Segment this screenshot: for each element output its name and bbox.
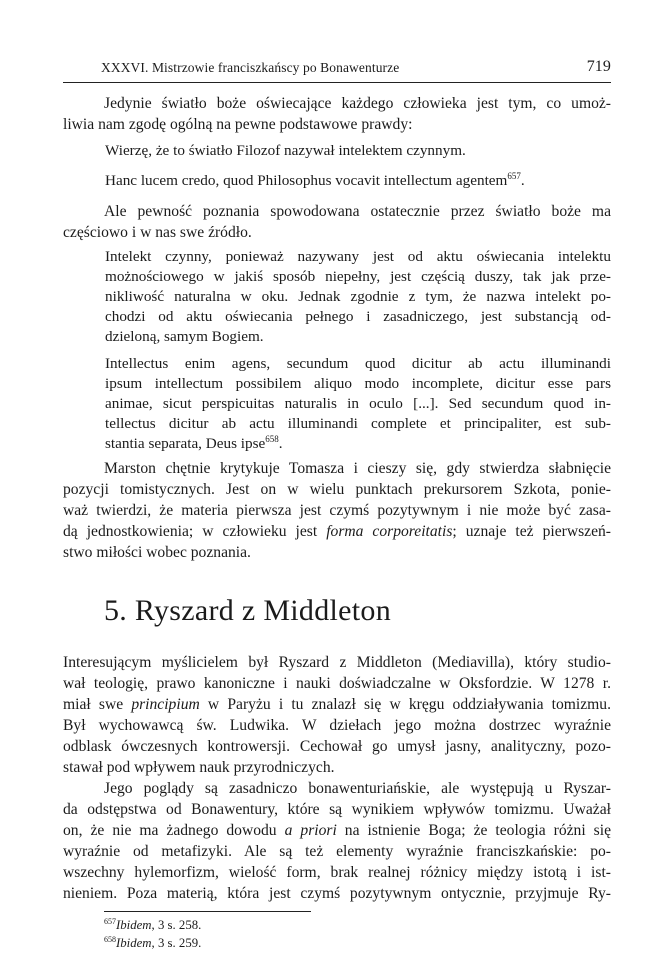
text-line: tellectus dicitur ab actu illuminandi complete et principaliter, est sub- bbox=[105, 415, 611, 432]
punctuation: . bbox=[278, 435, 283, 452]
text-line: Intellectus enim agens, secundum quod dicitur ab actu illuminandi bbox=[105, 355, 611, 372]
text-line: Był wychowawcą św. Ludwika. W dziełach jego można dostrzec wyraźnie bbox=[63, 717, 611, 734]
quote-latin-1 bbox=[105, 171, 611, 191]
text-line: Interesującym myślicielem był Ryszard z Middleton (Mediavilla), który studio- bbox=[63, 654, 611, 671]
text-line: nikliwość naturalna w oku. Jednak zgodnie z tym, że nazwa intelekt po- bbox=[105, 288, 611, 305]
header-rule bbox=[63, 82, 611, 83]
text-line: częściowo i w nas swe źródło. bbox=[63, 224, 252, 241]
text-line bbox=[63, 521, 611, 542]
footnote-ref-title: Ibidem bbox=[116, 936, 152, 950]
text-line: Wierzę, że to światło Filozof nazywał intelektem czynnym. bbox=[105, 142, 466, 159]
footnote-ref-657[interactable]: 657 bbox=[507, 171, 521, 181]
text-line: pozycji tomistycznych. Jest on w wielu punktach prekursorem Szkota, ponie- bbox=[63, 481, 611, 498]
paragraph-3 bbox=[63, 458, 611, 563]
page-number: 719 bbox=[586, 58, 611, 75]
latin-term: a priori bbox=[284, 822, 337, 839]
quote-polish-1 bbox=[105, 141, 611, 161]
text-line: Intelekt czynny, ponieważ nazywany jest od aktu oświecania intelektu bbox=[105, 248, 611, 265]
text-run: w Paryżu i tu znalazł się w kręgu oddziaływania tomizmu. bbox=[199, 696, 611, 713]
text-run: ; uznaje też pierwszeń- bbox=[452, 523, 611, 540]
text-line: możnościowego w jakiś sposób niepełny, jest częścią duszy, tak jak prze- bbox=[105, 268, 611, 285]
text-line bbox=[63, 694, 611, 715]
text-line: liwia nam zgodę ogólną na pewne podstawowe prawdy: bbox=[63, 116, 413, 133]
footnote-rule bbox=[104, 911, 311, 912]
footnote-658 bbox=[104, 936, 201, 951]
text-line: chodzi od aktu oświecania pełnego i zasadniczego, jest substancją od- bbox=[105, 308, 611, 325]
text-line: wał teologię, prawo kanoniczne i nauki doświadczalne w Oksfordzie. W 1278 r. bbox=[63, 675, 611, 692]
running-header bbox=[101, 60, 611, 80]
text-line bbox=[105, 171, 611, 191]
text-line: animae, sicut perspicuitas naturalis in oculo [...]. Sed secundum quod in- bbox=[105, 395, 611, 412]
text-line: stawał pod wpływem nauk przyrodniczych. bbox=[63, 759, 335, 776]
text-line: Jedynie światło boże oświecające każdego człowieka jest tym, co umoż- bbox=[104, 95, 611, 112]
text-run: on, że nie ma żadnego dowodu bbox=[63, 822, 285, 839]
paragraph-4 bbox=[63, 652, 611, 778]
text-line bbox=[105, 434, 611, 454]
text-line: wyraźnie od metafizyki. Ale są też elementy wyraźnie franciszkańskie: po- bbox=[63, 843, 611, 860]
footnote-ref-658[interactable]: 658 bbox=[265, 434, 279, 444]
text-line: Marston chętnie krytykuje Tomasza i cieszy się, gdy stwierdza słabnięcie bbox=[104, 460, 611, 477]
text-run: dą jednostkowienia; w człowieku jest bbox=[63, 523, 327, 540]
paragraph-2 bbox=[63, 201, 611, 243]
text-line: dzieloną, samym Bogiem. bbox=[105, 328, 264, 345]
footnote-number: 658 bbox=[104, 935, 116, 944]
paragraph-5 bbox=[63, 778, 611, 904]
text-line: ipsum intellectum possibilem aliquo modo incomplete, dicitur esse pars bbox=[105, 375, 611, 392]
text-line: Jego poglądy są zasadniczo bonawenturiańskie, ale występują u Ryszar- bbox=[104, 780, 611, 797]
text-line: waż twierdzi, że materia pierwsza jest czymś pozytywnym i nie może być zasa- bbox=[63, 502, 611, 519]
text-line: Ale pewność poznania spowodowana ostatecznie przez światło boże ma bbox=[104, 203, 611, 220]
text-line: nieniem. Poza materią, która jest czymś pozytywnym ontycznie, przyjmuje Ry- bbox=[63, 885, 611, 902]
quote-polish-2 bbox=[105, 247, 611, 347]
footnote-text: , 3 s. 259. bbox=[151, 936, 202, 950]
punctuation: . bbox=[520, 172, 525, 189]
footnote-ref-title: Ibidem bbox=[116, 918, 152, 932]
text-run: na istnienie Boga; że teologia różni się bbox=[336, 822, 611, 839]
section-heading: 5. Ryszard z Middleton bbox=[104, 594, 392, 627]
text-run: miał swe bbox=[63, 696, 132, 713]
latin-term: forma corporeitatis bbox=[326, 523, 453, 540]
text-line: da odstępstwa od Bonawentury, które są wynikiem wpływów tomizmu. Uważał bbox=[63, 801, 611, 818]
chapter-title: XXXVI. Mistrzowie franciszkańscy po Bonawenturze bbox=[101, 60, 400, 75]
footnote-657 bbox=[104, 918, 201, 933]
text-line: wszechny hylemorfizm, wielość form, brak realnej różnicy między istotą i ist- bbox=[63, 864, 611, 881]
footnote-number: 657 bbox=[104, 917, 116, 926]
text-line: odblask ówczesnych kontrowersji. Cechował go umysł jasny, analityczny, pozo- bbox=[63, 738, 611, 755]
paragraph-1 bbox=[63, 93, 611, 135]
text-line bbox=[63, 820, 611, 841]
latin-term: principium bbox=[131, 696, 200, 713]
footnote-text: , 3 s. 258. bbox=[151, 918, 202, 932]
quote-text: Hanc lucem credo, quod Philosophus vocavit intellectum agentem bbox=[105, 172, 508, 189]
quote-latin-2 bbox=[105, 354, 611, 454]
text-line: stwo miłości wobec poznania. bbox=[63, 544, 251, 561]
quote-text: stantia separata, Deus ipse bbox=[105, 435, 266, 452]
